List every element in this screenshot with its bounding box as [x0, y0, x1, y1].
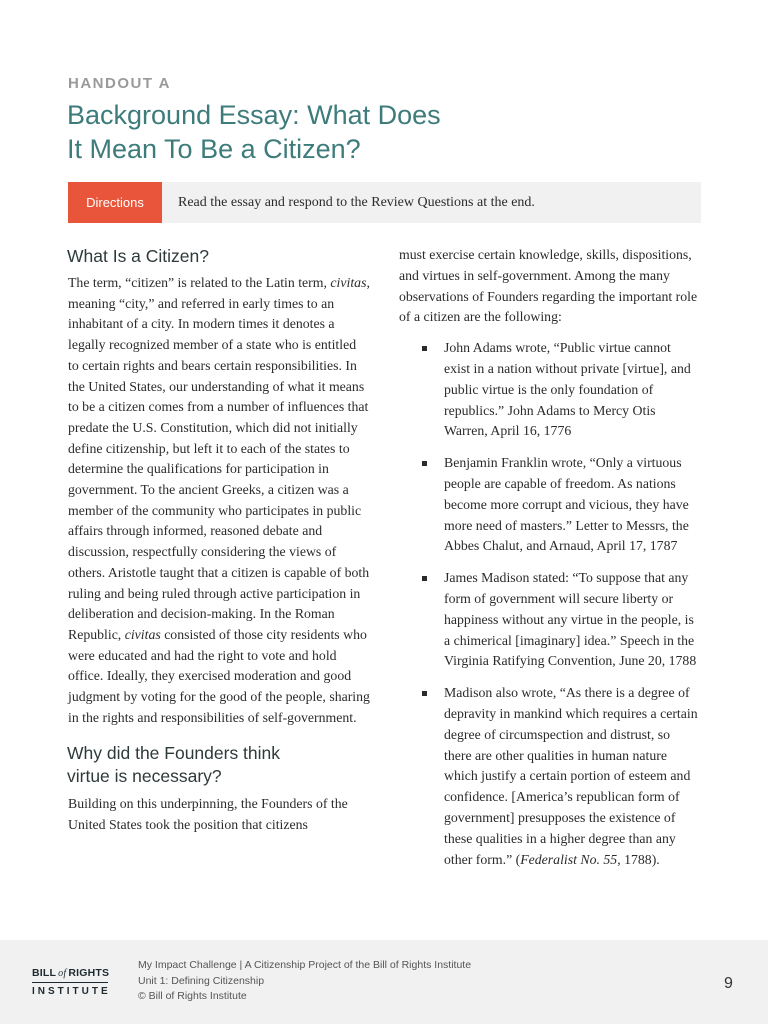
quote-adams-text: John Adams wrote, “Public virtue cannot exist in a nation without private [virtue], and public virtue is the only foundation of republics.” John Adams to Mercy Otis Warren, April 16, 1776	[444, 340, 691, 439]
federalist-tail: , 1788).	[617, 851, 660, 867]
quote-madison-speech-text: James Madison stated: “To suppose that any form of government will secure liberty or happiness without any virtue in the people, is a chimerical [imaginary] idea.” Speech in the Virginia Ratifying Convention, June 20, 1788	[444, 570, 697, 669]
citizen-text-1: The term, “citizen” is related to the Latin term,	[68, 275, 327, 290]
bill-of-rights-institute-logo	[32, 967, 111, 997]
virtue-heading-line1: Why did the Founders think	[67, 743, 281, 764]
page-title-line2: It Mean To Be a Citizen?	[67, 134, 361, 164]
virtue-heading-line2: virtue is necessary?	[67, 766, 222, 787]
page-title	[67, 98, 527, 166]
quote-madison-speech	[399, 568, 699, 672]
citizen-text-2: , meaning “city,” and referred in early times to an inhabitant of a city. In modern times it denotes a legally recognized member of a state who is entitled to certain rights and bears certain responsibilities. In the United States, our understanding of what it means to be a citizen comes from a number of influences that predate the U.S. Constitution, which did not initially define citizenship, but left it to each of the states to determine the qualifications for participation in government. To the ancient Greeks, a citizen was a member of the community who participates in public affairs through informed, reasoned debate and discussion, respectfully considering the views of others. Aristotle taught that a citizen is capable of both ruling and being ruled through active participation in deliberation and decision-making. In the Roman Republic,	[68, 275, 370, 642]
directions-text: Read the essay and respond to the Review Questions at the end.	[178, 194, 535, 210]
footer-credits	[138, 958, 471, 1005]
quote-madison-federalist-text: Madison also wrote, “As there is a degree of depravity in mankind which requires a certain degree of circumspection and distrust, so there are other qualities in human nature which justify a certain portion of esteem and confidence. [America’s republican form of government] presupposes the existence of these qualities in a higher degree than any other form.” (	[444, 685, 698, 867]
logo-institute: INSTITUTE	[32, 982, 108, 997]
civitas-term-1: civitas	[330, 275, 367, 290]
civitas-term-2: civitas	[124, 626, 161, 642]
handout-label: HANDOUT A	[68, 75, 171, 92]
founder-quotes-list	[399, 338, 699, 870]
citizen-text-3: consisted of those city residents who were educated and had the right to vote and hold office. Ideally, they exercised moderation and good judgment by voting for the good of the people, sharing in the rights and responsibilities of self-government.	[68, 626, 370, 725]
logo-rights: RIGHTS	[68, 967, 110, 979]
footer-line-unit: Unit 1: Defining Citizenship	[138, 974, 265, 987]
page-footer	[0, 940, 768, 1024]
logo-bill: BILL	[32, 967, 57, 979]
quote-franklin	[399, 453, 699, 557]
right-column	[399, 245, 699, 881]
logo-top-line	[32, 967, 108, 979]
section-heading-virtue	[67, 742, 370, 788]
quote-adams	[399, 338, 699, 442]
virtue-paragraph: Building on this underpinning, the Founders of the United States took the position that citizens	[68, 796, 348, 833]
directions-tag: Directions	[68, 182, 162, 223]
square-bullet-icon	[422, 576, 427, 581]
page-number: 9	[724, 975, 733, 992]
square-bullet-icon	[422, 461, 427, 466]
logo-of: of	[58, 968, 67, 979]
quote-madison-federalist	[399, 683, 699, 870]
citizen-paragraph	[68, 273, 370, 728]
footer-line-project: My Impact Challenge | A Citizenship Project of the Bill of Rights Institute	[138, 959, 472, 971]
virtue-paragraph-continued: must exercise certain knowledge, skills, dispositions, and virtues in self-government. Among the many observations of Founders regarding the important role of a citizen are the following:	[399, 247, 698, 325]
quote-franklin-text: Benjamin Franklin wrote, “Only a virtuous people are capable of freedom. As nations become more corrupt and vicious, they have more need of masters.” Letter to Messrs, the Abbes Chalut, and Arnaud, April 17, 1787	[444, 455, 689, 554]
footer-line-copyright: © Bill of Rights Institute	[138, 990, 247, 1002]
section-heading-citizen: What Is a Citizen?	[67, 246, 209, 266]
square-bullet-icon	[422, 346, 427, 351]
left-column	[68, 245, 370, 836]
directions-bar	[68, 182, 701, 223]
federalist-title: Federalist No. 55	[520, 851, 618, 867]
square-bullet-icon	[422, 691, 427, 696]
page-title-line1: Background Essay: What Does	[67, 100, 441, 130]
